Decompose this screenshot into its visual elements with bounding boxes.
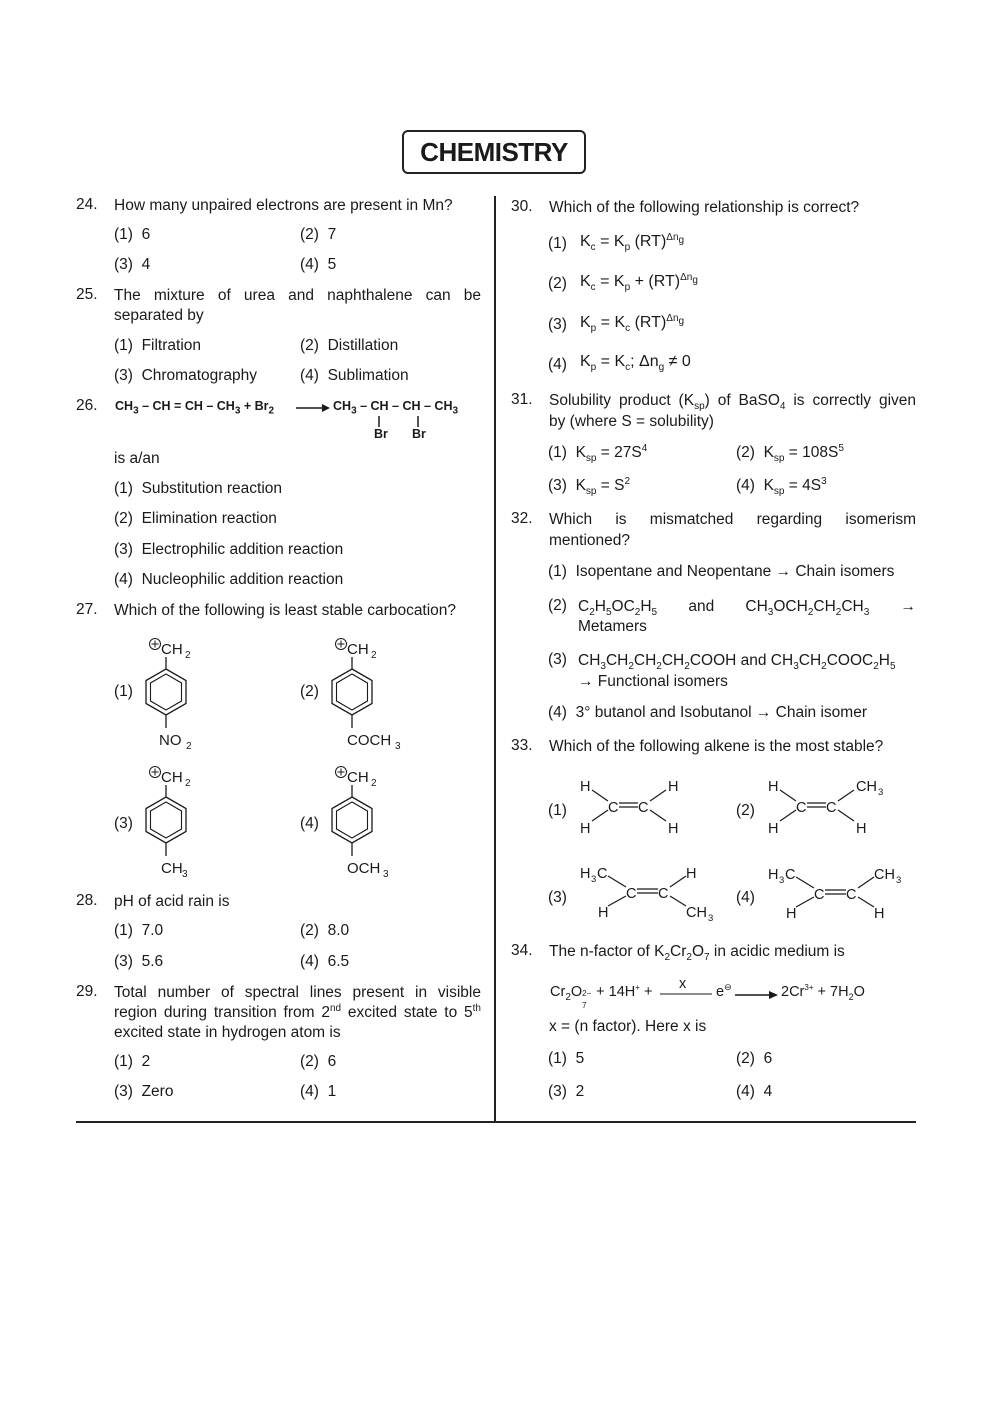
option-text: S — [614, 477, 625, 494]
svg-text:2: 2 — [185, 778, 191, 789]
substituent-label: COCH — [347, 732, 392, 749]
question-number: 34. — [511, 942, 533, 959]
question-number: 29. — [76, 983, 98, 1000]
svg-text:3: 3 — [591, 874, 597, 885]
substituent-label: CH — [161, 860, 183, 877]
option-text: 7.0 — [141, 922, 164, 939]
question-text-line: excited state in hydrogen atom is — [114, 1024, 341, 1041]
option-label: (3) — [548, 477, 567, 494]
question-text: The n-factor of $K_2Cr_2O_7$ in acidic medium is — [549, 943, 845, 964]
option-text: 2 — [141, 1053, 151, 1070]
option-label: (2) — [548, 597, 567, 614]
svg-text:C: C — [814, 887, 825, 903]
reaction-product: $CH_3$ – CH – CH – $CH_3$ — [333, 399, 459, 417]
option-label: (3) — [548, 889, 567, 906]
svg-text:H: H — [856, 821, 867, 837]
blank-line — [660, 993, 712, 997]
equation: $K_c = K_p$ (RT)$^{\Delta n_g}$ — [580, 231, 685, 254]
option-label: (3) — [114, 1083, 133, 1100]
option-label: (2) — [300, 1053, 319, 1070]
svg-text:H: H — [668, 821, 679, 837]
question-text: Which of the following relationship is correct? — [549, 199, 860, 216]
option-text: Zero — [141, 1083, 174, 1100]
svg-text:C: C — [846, 887, 857, 903]
option-label: (4) — [736, 889, 755, 906]
option-text: 3° butanol and Isobutanol → Chain isomer — [575, 704, 867, 721]
option-text: 1 — [327, 1083, 337, 1100]
svg-text:H: H — [668, 779, 679, 795]
option-label: (4) — [300, 815, 319, 832]
option-text: 4 — [763, 1083, 773, 1100]
substituent-label: OCH — [347, 860, 381, 877]
question-number: 30. — [511, 198, 533, 215]
question-text: Which of the following alkene is the most stable? — [549, 738, 884, 755]
reaction-equation: $CH_3$ – CH = CH – $CH_3 + Br_2$ — [115, 399, 275, 417]
option-text: $C_2H_5OC_2H_5$ and $CH_3OCH_2CH_2CH_3$ → — [578, 598, 916, 619]
svg-text:2: 2 — [371, 650, 377, 661]
question-text-line: Solubility product $(K_{sp})$ of BaSO$_4$ is correctly given — [549, 392, 916, 413]
svg-text:3: 3 — [896, 875, 902, 886]
option-label: (2) — [300, 226, 319, 243]
option-label: (4) — [300, 367, 319, 384]
option-text: Distillation — [327, 337, 399, 354]
question-number: 26. — [76, 397, 98, 414]
option-label: (3) — [114, 541, 133, 558]
option-label: (1) — [114, 683, 133, 700]
bond-lines — [370, 414, 430, 428]
question-text: pH of acid rain is — [114, 893, 230, 910]
group-label: CH — [161, 641, 183, 658]
alkene-structure — [766, 862, 911, 924]
benzyl-cation-structure — [140, 764, 220, 879]
option-label: (2) — [300, 337, 319, 354]
svg-text:CH: CH — [856, 779, 877, 795]
option-text: 8.0 — [327, 922, 350, 939]
svg-text:3: 3 — [708, 913, 714, 924]
equation: $K_p = K_c$ (RT)$^{\Delta n_g}$ — [580, 312, 685, 335]
svg-text:C: C — [597, 866, 608, 882]
option-label: (1) — [114, 922, 133, 939]
alkene-structure — [578, 776, 688, 836]
option-label: (1) — [548, 235, 567, 252]
option-label: (2) — [300, 922, 319, 939]
group-label: CH — [347, 769, 369, 786]
option-label: (1) — [548, 802, 567, 819]
option-label: (3) — [114, 367, 133, 384]
option-text: 4 — [141, 256, 151, 273]
svg-text:H: H — [580, 866, 591, 882]
question-text-line: The mixture of urea and naphthalene can be — [114, 287, 481, 304]
electron-symbol: e⊖ — [716, 982, 732, 1000]
group-label: CH — [347, 641, 369, 658]
option-text: Filtration — [141, 337, 202, 354]
question-number: 31. — [511, 391, 533, 408]
option-text: 27S — [614, 444, 642, 461]
question-number: 28. — [76, 892, 98, 909]
svg-text:C: C — [796, 800, 807, 816]
svg-text:H: H — [768, 821, 779, 837]
question-number: 25. — [76, 286, 98, 303]
question-note: x = (n factor). Here x is — [549, 1018, 707, 1035]
option-label: (3) — [114, 953, 133, 970]
option-label: (1) — [548, 1050, 567, 1067]
bottom-rule — [76, 1121, 916, 1123]
option-label: (4) — [300, 953, 319, 970]
question-text-line: by (where S = solubility) — [549, 413, 714, 430]
option-label: (3) — [548, 651, 567, 668]
svg-text:H: H — [580, 821, 591, 837]
svg-text:3: 3 — [383, 869, 389, 880]
option-text: 5 — [327, 256, 337, 273]
option-label: (2) — [736, 802, 755, 819]
svg-text:H: H — [598, 905, 609, 921]
question-number: 33. — [511, 737, 533, 754]
option-label: (2) — [114, 510, 133, 527]
question-text-line: Total number of spectral lines present in visible — [114, 984, 481, 1001]
benzyl-cation-structure — [326, 636, 416, 751]
option-text: Elimination reaction — [141, 510, 277, 527]
svg-text:2: 2 — [185, 650, 191, 661]
option-text: Sublimation — [327, 367, 409, 384]
option-text: 6 — [141, 226, 151, 243]
svg-text:H: H — [768, 867, 779, 883]
option-label: (3) — [548, 316, 567, 333]
question-number: 24. — [76, 196, 98, 213]
option-label: (1) — [114, 1053, 133, 1070]
svg-text:3: 3 — [395, 741, 401, 752]
option-text: Nucleophilic addition reaction — [141, 571, 344, 588]
option-text: → Functional isomers — [578, 673, 728, 690]
option-label: (4) — [300, 256, 319, 273]
option-label: (3) — [114, 815, 133, 832]
option-label: (1) — [114, 480, 133, 497]
question-text-line: separated by — [114, 307, 204, 324]
option-text: 6 — [327, 1053, 337, 1070]
question-text: How many unpaired electrons are present in Mn? — [114, 197, 453, 214]
svg-text:3: 3 — [182, 869, 188, 880]
bromine-label: Br — [374, 427, 388, 441]
svg-text:H: H — [686, 866, 697, 882]
option-label: (2) — [548, 275, 567, 292]
option-label: (1) — [114, 337, 133, 354]
option-label: (4) — [548, 356, 567, 373]
group-label: CH — [161, 769, 183, 786]
svg-text:2: 2 — [186, 741, 192, 752]
equation: $K_p = K_c$; $\Delta n_g \ne 0$ — [580, 353, 691, 374]
option-text: Metamers — [578, 618, 647, 635]
option-text: 6.5 — [327, 953, 350, 970]
option-text: 108S — [802, 444, 839, 461]
benzyl-cation-structure — [140, 636, 220, 751]
option-label: (1) — [114, 226, 133, 243]
option-label: (1) — [548, 444, 567, 461]
half-reaction-lhs: $Cr_2O$ 2− 7 + 14H+ + — [550, 983, 653, 1010]
option-label: (4) — [736, 1083, 755, 1100]
svg-text:2: 2 — [371, 778, 377, 789]
option-label: (1) — [548, 563, 567, 580]
option-text: Isopentane and Neopentane → Chain isomers — [575, 563, 895, 580]
svg-text:C: C — [658, 886, 669, 902]
option-text: $CH_3CH_2CH_2CH_2COOH$ and $CH_3CH_2COOC_2H_5$ — [578, 652, 896, 673]
svg-text:3: 3 — [878, 787, 884, 798]
option-text: 6 — [763, 1050, 773, 1067]
option-label: (3) — [114, 256, 133, 273]
svg-text:CH: CH — [874, 867, 895, 883]
option-text: 4S — [802, 477, 822, 494]
question-number: 32. — [511, 510, 533, 527]
option-label: (3) — [548, 1083, 567, 1100]
question-number: 27. — [76, 601, 98, 618]
bromine-label: Br — [412, 427, 426, 441]
question-text: is a/an — [114, 450, 160, 467]
question-text-line: region during transition from 2nd excited state to 5th — [114, 1002, 481, 1021]
svg-text:H: H — [786, 906, 797, 922]
svg-text:H: H — [768, 779, 779, 795]
reaction-arrow-icon — [735, 989, 781, 1001]
page-title: CHEMISTRY — [402, 130, 586, 174]
option-label: (4) — [548, 704, 567, 721]
option-text: Substitution reaction — [141, 480, 283, 497]
option-label: (4) — [736, 477, 755, 494]
substituent-label: NO — [159, 732, 182, 749]
column-divider — [494, 196, 496, 1122]
option-label: (2) — [300, 683, 319, 700]
option-text: 5 — [575, 1050, 585, 1067]
svg-text:CH: CH — [686, 905, 707, 921]
question-text-line: Which is mismatched regarding isomerism — [549, 511, 916, 528]
svg-text:C: C — [626, 886, 637, 902]
option-text: 2 — [575, 1083, 585, 1100]
alkene-structure — [766, 776, 896, 836]
benzyl-cation-structure — [326, 764, 416, 879]
option-text: Electrophilic addition reaction — [141, 541, 344, 558]
option-label: (2) — [736, 444, 755, 461]
svg-text:H: H — [874, 906, 885, 922]
svg-text:H: H — [580, 779, 591, 795]
reaction-arrow-icon — [296, 402, 336, 414]
option-label: (4) — [300, 1083, 319, 1100]
svg-text:C: C — [785, 867, 796, 883]
option-label: (2) — [736, 1050, 755, 1067]
svg-text:C: C — [826, 800, 837, 816]
option-text: Chromatography — [141, 367, 258, 384]
question-text: Which of the following is least stable carbocation? — [114, 602, 457, 619]
svg-text:C: C — [608, 800, 619, 816]
alkene-structure — [578, 862, 718, 924]
question-text-line: mentioned? — [549, 532, 631, 549]
option-text: 5.6 — [141, 953, 164, 970]
equation: $K_c = K_p + (RT)^{\Delta n_g}$ — [580, 271, 698, 294]
half-reaction-rhs: $2Cr^{3+} + 7H_2O$ — [781, 983, 865, 1002]
option-label: (4) — [114, 571, 133, 588]
svg-text:3: 3 — [779, 875, 785, 886]
arrow-label: x — [679, 976, 687, 992]
option-text: 7 — [327, 226, 337, 243]
svg-text:C: C — [638, 800, 649, 816]
